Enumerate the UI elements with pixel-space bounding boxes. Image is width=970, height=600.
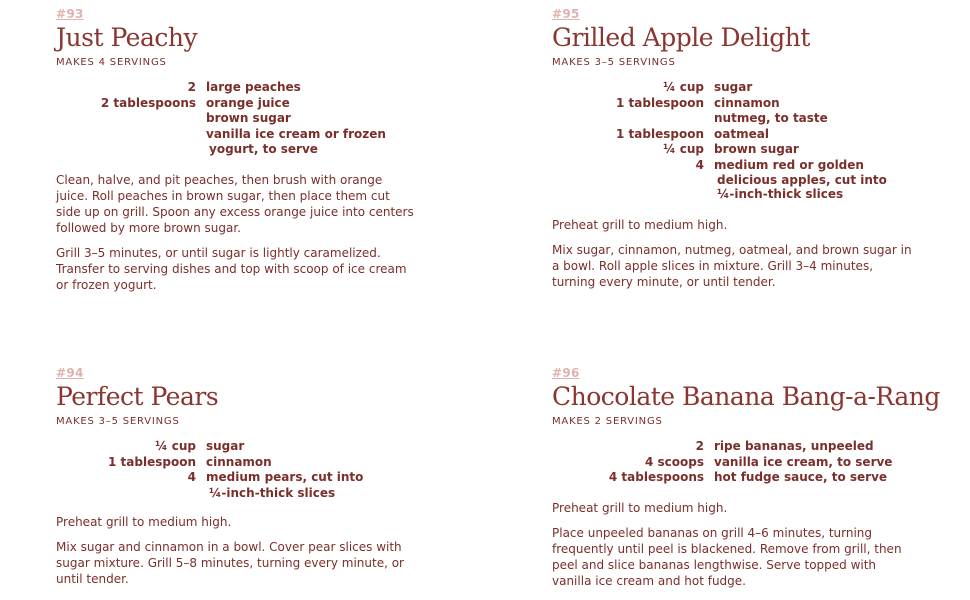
ingredient-row <box>56 455 456 471</box>
ingredient-list <box>56 80 456 158</box>
recipe-title: Just Peachy <box>56 23 198 52</box>
ingredient-quantity <box>552 187 714 201</box>
instruction-step: Place unpeeled bananas on grill 4–6 minutes, turning frequently until peel is blackened. Remove from grill, then peel and slice bananas lengthwise. Serve topped with vanilla ice cream and hot fudge. <box>552 525 902 588</box>
recipe-servings: MAKES 2 SERVINGS <box>552 416 663 427</box>
ingredient-name: orange juice <box>206 95 290 110</box>
ingredient-quantity: 1 tablespoon <box>108 454 196 469</box>
instruction-step: Mix sugar, cinnamon, nutmeg, oatmeal, and brown sugar in a bowl. Roll apple slices in mixture. Grill 3–4 minutes, turning every minute, or until tender. <box>552 243 912 289</box>
ingredient-name: hot fudge sauce, to serve <box>714 470 888 484</box>
ingredient-quantity: 2 <box>187 80 196 94</box>
ingredient-quantity: ¼ cup <box>155 439 196 453</box>
ingredient-row <box>56 111 456 127</box>
ingredient-quantity <box>552 173 714 187</box>
recipe-number: #94 <box>56 366 84 380</box>
ingredient-name: delicious apples, cut into <box>717 173 887 187</box>
ingredient-row <box>552 96 952 112</box>
ingredient-row <box>56 80 456 96</box>
ingredient-name: sugar <box>206 439 245 453</box>
ingredient-quantity <box>56 486 206 500</box>
instruction-step: Preheat grill to medium high. <box>56 514 232 529</box>
instruction-step: Preheat grill to medium high. <box>552 218 728 232</box>
ingredient-quantity: 2 <box>695 439 704 453</box>
ingredient-name: vanilla ice cream, to serve <box>714 454 893 469</box>
ingredient-row <box>56 486 456 500</box>
ingredient-quantity <box>56 127 206 143</box>
ingredient-row <box>552 470 952 486</box>
ingredient-name: medium red or golden <box>714 157 864 172</box>
recipe-chocolate-banana-bang-a-rang <box>552 365 952 598</box>
ingredient-name: cinnamon <box>206 454 272 469</box>
ingredient-list <box>552 439 952 486</box>
ingredient-quantity: 4 tablespoons <box>608 470 704 484</box>
ingredient-row <box>552 173 952 187</box>
instruction-step: Preheat grill to medium high. <box>552 500 728 515</box>
instructions <box>56 172 456 293</box>
recipe-number: #95 <box>552 7 580 21</box>
ingredient-row <box>552 142 952 158</box>
ingredient-name: vanilla ice cream or frozen <box>206 126 386 141</box>
ingredient-name: yogurt, to serve <box>209 142 318 156</box>
ingredient-name: brown sugar <box>206 111 291 125</box>
ingredient-name: oatmeal <box>714 126 769 141</box>
ingredient-quantity: 4 scoops <box>644 454 704 469</box>
recipe-title: Grilled Apple Delight <box>552 23 810 52</box>
ingredient-name: medium pears, cut into <box>206 470 364 484</box>
ingredient-name: ripe bananas, unpeeled <box>714 439 874 453</box>
recipe-just-peachy <box>56 6 456 302</box>
ingredient-quantity: 1 tablespoon <box>616 126 704 141</box>
ingredient-row <box>56 470 456 486</box>
ingredient-quantity <box>56 142 206 158</box>
ingredient-quantity: 4 <box>187 470 196 484</box>
recipe-servings: MAKES 3–5 SERVINGS <box>552 57 676 68</box>
ingredient-row <box>552 158 952 174</box>
ingredient-row <box>552 127 952 143</box>
ingredient-list <box>552 80 952 201</box>
instructions <box>56 514 456 587</box>
instructions <box>552 217 952 290</box>
recipe-perfect-pears <box>56 365 456 596</box>
ingredient-row <box>552 111 952 127</box>
ingredient-row <box>56 142 456 158</box>
ingredient-row <box>552 80 952 96</box>
recipe-servings: MAKES 4 SERVINGS <box>56 57 167 68</box>
ingredient-quantity: 4 <box>695 157 704 172</box>
ingredient-quantity: 1 tablespoon <box>616 95 704 110</box>
ingredient-name: sugar <box>714 80 753 94</box>
ingredient-name: cinnamon <box>714 95 780 110</box>
ingredient-name: nutmeg, to taste <box>714 111 828 125</box>
ingredient-name: ¼-inch-thick slices <box>209 485 336 500</box>
ingredient-row <box>552 439 952 455</box>
ingredient-quantity: ¼ cup <box>663 142 704 156</box>
ingredient-quantity: 2 tablespoons <box>100 95 196 110</box>
instructions <box>552 500 952 589</box>
ingredient-quantity <box>552 111 714 127</box>
recipe-title: Perfect Pears <box>56 382 219 411</box>
ingredient-row <box>552 187 952 201</box>
ingredient-quantity: ¼ cup <box>663 80 704 94</box>
ingredient-name: brown sugar <box>714 142 799 156</box>
recipe-number: #93 <box>56 7 84 21</box>
instruction-step: Grill 3–5 minutes, or until sugar is lightly caramelized. Transfer to serving dishes and top with scoop of ice cream or frozen yogurt. <box>56 245 407 292</box>
recipe-servings: MAKES 3–5 SERVINGS <box>56 416 180 427</box>
recipe-title: Chocolate Banana Bang-a-Rang <box>552 382 940 411</box>
instruction-step: Clean, halve, and pit peaches, then brush with orange juice. Roll peaches in brown sugar, then place them cut side up on grill. Spoon any excess orange juice into centers followed by more brown sugar. <box>56 172 414 235</box>
ingredient-row <box>552 455 952 471</box>
ingredient-name: ¼-inch-thick slices <box>717 187 844 201</box>
ingredient-row <box>56 127 456 143</box>
ingredient-row <box>56 439 456 455</box>
ingredient-quantity <box>56 111 206 127</box>
recipe-grilled-apple-delight <box>552 6 952 299</box>
recipe-number: #96 <box>552 366 580 380</box>
ingredient-name: large peaches <box>206 80 301 94</box>
ingredient-row <box>56 96 456 112</box>
ingredient-list <box>56 439 456 500</box>
instruction-step: Mix sugar and cinnamon in a bowl. Cover pear slices with sugar mixture. Grill 5–8 minutes, turning every minute, or until tender. <box>56 539 404 586</box>
